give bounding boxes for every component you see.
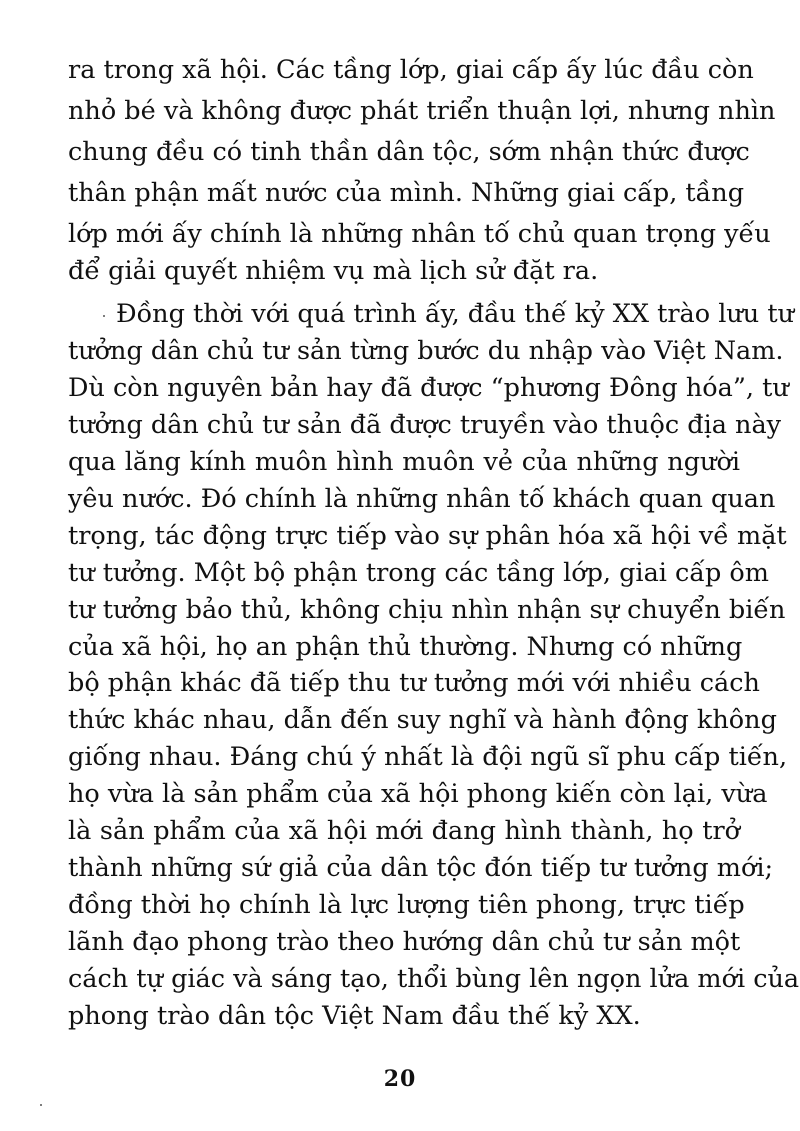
text-line: tư tưởng bảo thủ, không chịu nhìn nhận sự chuyển biến [68, 594, 786, 625]
text-line: ra trong xã hội. Các tầng lớp, giai cấp ấy lúc đầu còn [68, 55, 754, 85]
scan-speck [103, 315, 105, 317]
text-line: đồng thời họ chính là lực lượng tiên phong, trực tiếp [68, 890, 745, 921]
text-line: qua lăng kính muôn hình muôn vẻ của những người [68, 446, 740, 477]
text-line: thức khác nhau, dẫn đến suy nghĩ và hành động không [68, 705, 777, 736]
scan-speck [40, 1104, 42, 1106]
text-line: bộ phận khác đã tiếp thu tư tưởng mới với nhiều cách [68, 668, 760, 699]
text-line: để giải quyết nhiệm vụ mà lịch sử đặt ra. [68, 256, 599, 286]
text-line: giống nhau. Đáng chú ý nhất là đội ngũ sĩ phu cấp tiến, [68, 742, 788, 773]
text-line: lãnh đạo phong trào theo hướng dân chủ tư sản một [68, 927, 741, 958]
text-line: tưởng dân chủ tư sản từng bước du nhập vào Việt Nam. [68, 335, 784, 366]
text-line: thành những sứ giả của dân tộc đón tiếp tư tưởng mới; [68, 853, 774, 884]
text-line: nhỏ bé và không được phát triển thuận lợi, nhưng nhìn [68, 96, 776, 126]
text-line: tư tưởng. Một bộ phận trong các tầng lớp, giai cấp ôm [68, 557, 769, 588]
text-line: là sản phẩm của xã hội mới đang hình thành, họ trở [68, 816, 740, 847]
text-line: lớp mới ấy chính là những nhân tố chủ quan trọng yếu [68, 219, 771, 249]
text-line: phong trào dân tộc Việt Nam đầu thế kỷ XX. [68, 1001, 641, 1031]
text-line: thân phận mất nước của mình. Những giai cấp, tầng [68, 178, 745, 208]
page-number: 20 [383, 1066, 417, 1092]
text-line: tưởng dân chủ tư sản đã được truyền vào thuộc địa này [68, 409, 782, 440]
text-line: họ vừa là sản phẩm của xã hội phong kiến còn lại, vừa [68, 779, 768, 810]
text-line: yêu nước. Đó chính là những nhân tố khách quan quan [68, 483, 776, 514]
text-line: trọng, tác động trực tiếp vào sự phân hóa xã hội về mặt [68, 520, 787, 551]
text-line: Dù còn nguyên bản hay đã được “phương Đông hóa”, tư [68, 372, 789, 403]
text-line: của xã hội, họ an phận thủ thường. Nhưng có những [68, 631, 743, 662]
text-line: chung đều có tinh thần dân tộc, sớm nhận thức được [68, 137, 750, 167]
text-line: Đồng thời với quá trình ấy, đầu thế kỷ XX trào lưu tư [116, 299, 794, 329]
text-line: cách tự giác và sáng tạo, thổi bùng lên ngọn lửa mới của [68, 964, 800, 995]
